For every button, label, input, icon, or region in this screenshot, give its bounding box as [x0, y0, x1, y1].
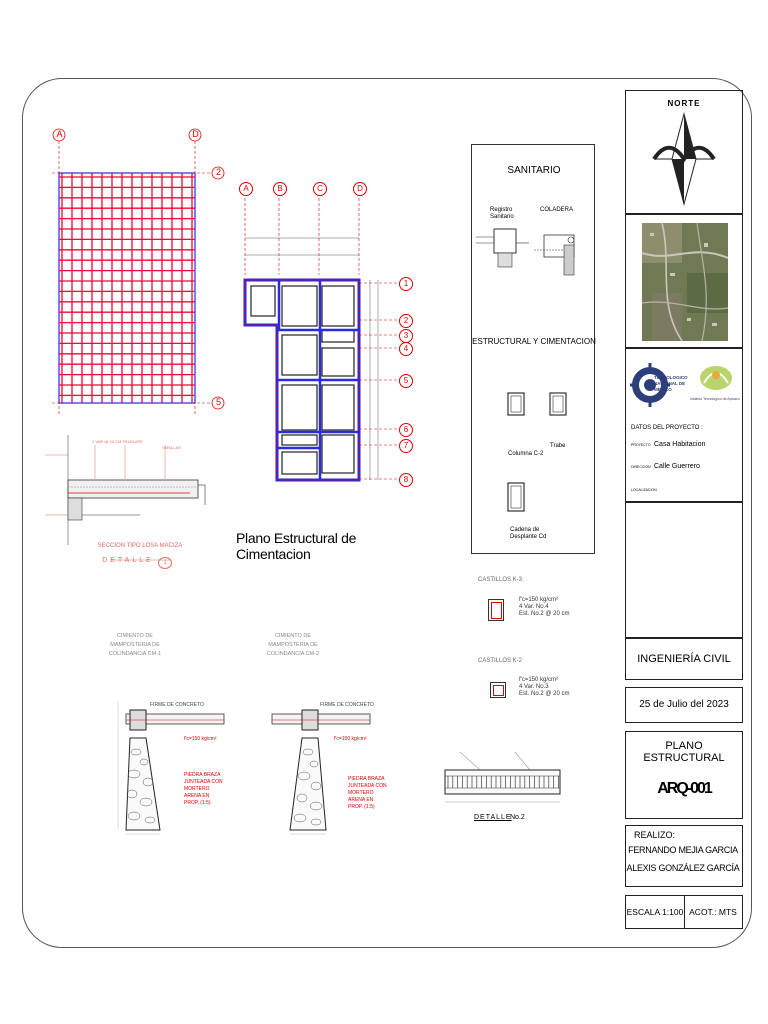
- cm1-spec: f'c=150 kg/cm²: [184, 736, 217, 742]
- svg-text:1 VAR @ 20 CM: 1 VAR @ 20 CM: [92, 439, 122, 444]
- foundation-axis-top-d: D: [353, 182, 367, 196]
- k3-spec-2: 4 Var. No.4: [519, 604, 549, 610]
- detail-1-number: 1: [158, 557, 172, 569]
- plan-name-cell: [625, 731, 743, 819]
- castillo-k2-section: [490, 682, 506, 698]
- north-arrow-icon: [644, 109, 724, 209]
- detail-1-label: DETALLE: [102, 557, 154, 564]
- scale-cell: [625, 895, 743, 929]
- address-value: Calle Guerrero: [654, 463, 700, 470]
- k2-spec-2: 4 Var. No.3: [519, 684, 549, 690]
- cm2-stone-label: PIEDRA BRAZA JUNTEADA CON MORTERO ARENA EN PROP. (1:5): [348, 776, 387, 810]
- castillos-k3-title: CASTILLOS K-3: [478, 577, 523, 583]
- k3-spec-3: Est. No.2 @ 20 cm: [519, 611, 570, 617]
- cadena-label: Cadena de Desplante Cd: [510, 527, 547, 540]
- k2-spec-1: f'c=150 kg/cm²: [519, 677, 558, 683]
- foundation-plan-title: Plano Estructural de Cimentacion: [236, 530, 357, 562]
- north-arrow-cell: [625, 90, 743, 214]
- plan-name-text: PLANO ESTRUCTURAL: [643, 740, 725, 764]
- k2-spec-3: Est. No.2 @ 20 cm: [519, 691, 570, 697]
- foundation-axis-right-4: 4: [399, 342, 413, 356]
- career-text: INGENIERÍA CIVIL: [637, 653, 731, 665]
- foundation-axis-right-5: 5: [399, 374, 413, 388]
- estructural-title: ESTRUCTURAL Y CIMENTACION: [472, 337, 596, 346]
- foundation-plan: [232, 180, 422, 500]
- axis-label-d: D: [192, 129, 199, 139]
- registro-label: Registro Sanitario: [490, 207, 514, 220]
- svg-text:VARILLAS: VARILLAS: [162, 445, 181, 450]
- castillos-k2-title: CASTILLOS K-2: [478, 658, 523, 664]
- cimiento-cm2: [258, 632, 388, 842]
- cm2-spec: f'c=150 kg/cm²: [334, 736, 367, 742]
- foundation-axis-right-2: 2: [399, 314, 413, 328]
- axis-label-a: A: [56, 129, 63, 139]
- foundation-axis-top-b: B: [273, 182, 287, 196]
- project-data-heading: DATOS DEL PROYECTO :: [631, 425, 703, 431]
- slab-section-caption: SECCION TIPO LOSA MACIZA: [97, 543, 183, 549]
- location-label: LOCALIZACION: [631, 488, 657, 492]
- rebar-plan-svg: [40, 125, 240, 415]
- author-1: FERNANDO MEJIA GARCIA: [628, 845, 738, 855]
- svg-text:TRASLAPE: TRASLAPE: [122, 439, 143, 444]
- foundation-axes-top: [232, 180, 422, 200]
- detalle-2: [440, 742, 565, 852]
- author-2: ALEXIS GONZÁLEZ GARCÍA: [626, 863, 740, 873]
- scale-text: ESCALA 1:100: [626, 907, 684, 917]
- ita-logo-text: Instituto Tecnologico de Apizaco: [690, 397, 740, 401]
- foundation-axis-right-8: 8: [399, 473, 413, 487]
- cm2-title: CIMIENTO DE MAMPOSTERIA DE COLINDANCIA CM-2: [266, 633, 320, 657]
- project-value: Casa Habitacion: [654, 441, 706, 448]
- date-cell: [625, 687, 743, 723]
- castillo-k3-section: [488, 599, 504, 621]
- foundation-axis-top-a: A: [239, 182, 253, 196]
- details-panel: [471, 144, 595, 554]
- sanitary-details-svg: [474, 215, 594, 295]
- slab-section-detail: [40, 435, 230, 585]
- cm2-firme-label: FIRME DE CONCRETO: [320, 702, 374, 708]
- foundation-axis-right-3: 3: [399, 329, 413, 343]
- foundation-axis-right-7: 7: [399, 439, 413, 453]
- detalle-2-label: DETALLE: [474, 814, 512, 821]
- cimiento-cm1: [100, 632, 230, 842]
- blank-cell: [625, 502, 743, 638]
- tecnm-logo-text: TECNOLOGICO NACIONAL DE MEXICO: [654, 375, 688, 392]
- date-text: 25 de Julio del 2023: [639, 699, 729, 710]
- career-cell: [625, 638, 743, 680]
- authors-cell: [625, 825, 743, 887]
- detalle-2-number: No.2: [510, 814, 525, 821]
- foundation-axes-right: [397, 180, 417, 500]
- columna-label: Columna C-2: [508, 451, 544, 457]
- foundation-axis-right-6: 6: [399, 423, 413, 437]
- address-label: DIRECCION: [631, 465, 651, 469]
- trabe-label: Trabe: [550, 443, 566, 449]
- coladera-label: COLADERA: [540, 207, 574, 213]
- plan-code-text: ARQ-001: [657, 780, 711, 797]
- cm1-title: CIMIENTO DE MAMPOSTERIA DE COLINDANCIA CM-1: [108, 633, 162, 657]
- cm1-stone-label: PIEDRA BRAZA JUNTEADA CON MORTERO ARENA EN PROP. (1:5): [184, 772, 223, 806]
- k3-spec-1: f'c=150 kg/cm²: [519, 597, 558, 603]
- made-by-label: REALIZO:: [634, 830, 676, 840]
- sanitario-title: SANITARIO: [507, 165, 561, 176]
- axis-label-2: 2: [215, 167, 221, 177]
- foundation-axis-top-c: C: [313, 182, 327, 196]
- project-data-cell: [625, 348, 743, 502]
- units-text: ACOT.: MTS: [689, 907, 737, 917]
- slab-rebar-plan: [40, 125, 240, 415]
- axis-label-5: 5: [215, 397, 221, 407]
- ita-logo-icon: [698, 363, 734, 393]
- cm1-firme-label: FIRME DE CONCRETO: [150, 702, 204, 708]
- project-label: PROYECTO: [631, 443, 651, 447]
- north-label: NORTE: [667, 99, 701, 108]
- satellite-map-image: [642, 223, 728, 341]
- foundation-axis-right-1: 1: [399, 277, 413, 291]
- location-map-cell: [625, 214, 743, 348]
